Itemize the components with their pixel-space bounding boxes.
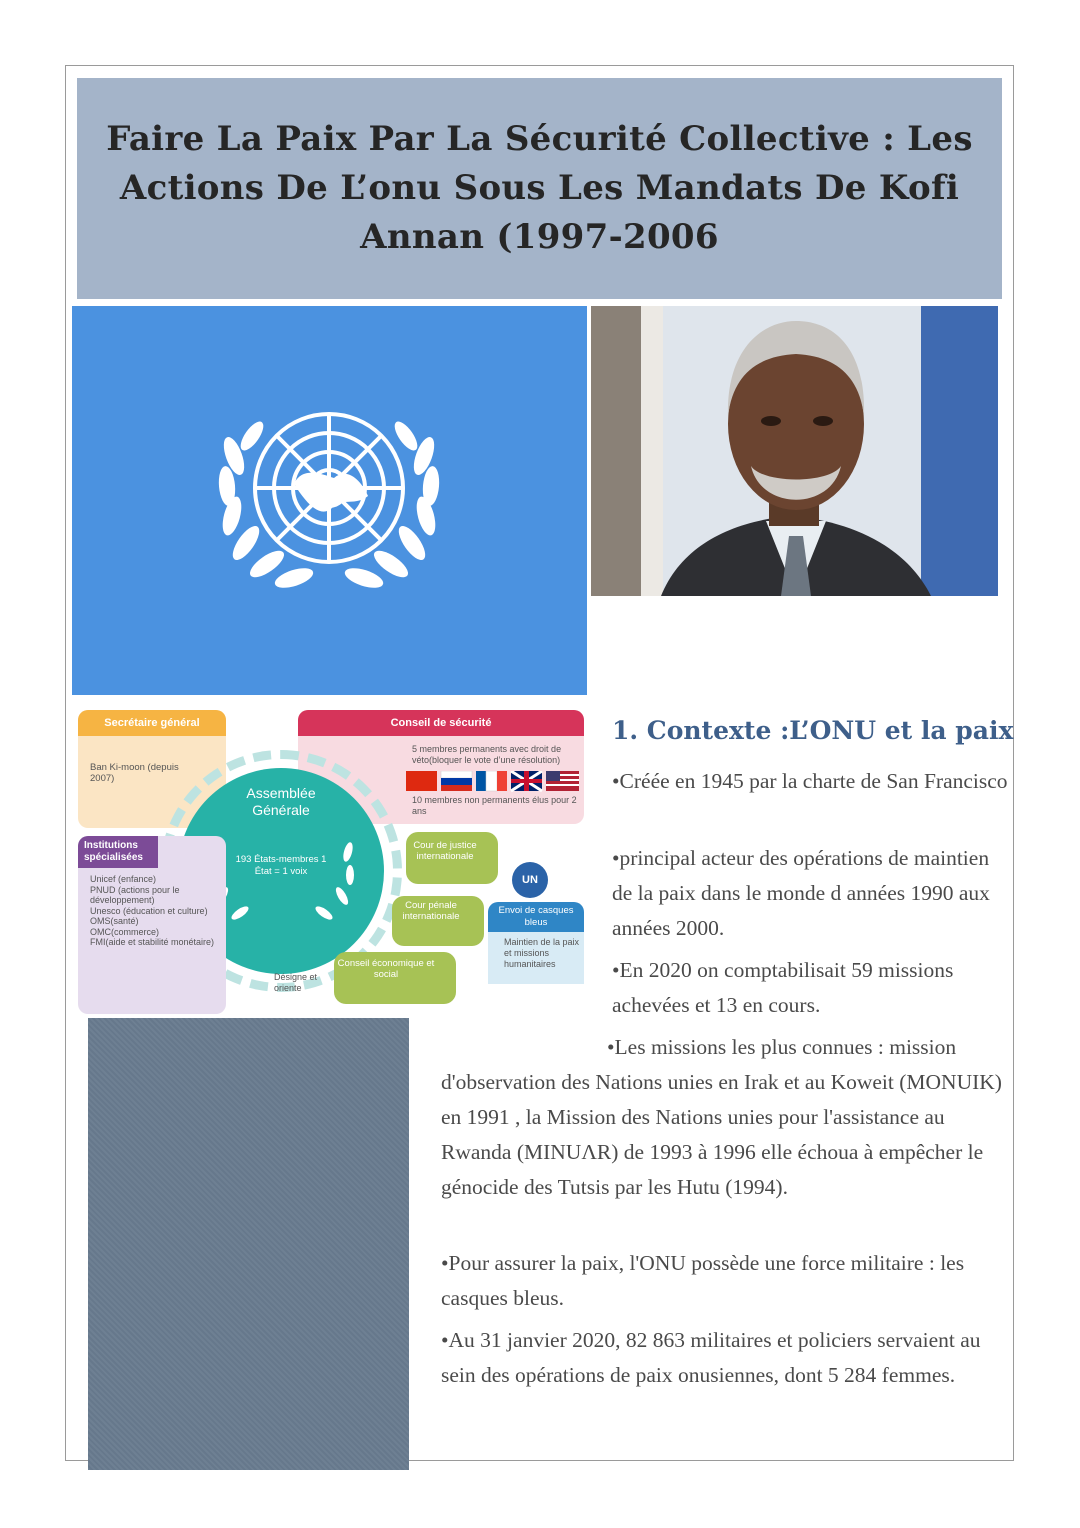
- paragraph-famous-missions: •Les missions les plus connues : mission d'observation des Nations unies en Irak et au Koweit (MONUIK) en 1991 , la Mission des Nations unies pour l'assistance au Rwanda (MINUΛR) de 1993 à 1996 elle échoua à empêcher le génocide des Tutsis par les Hutu (1994).: [441, 1035, 1002, 1199]
- institution-item: FMI(aide et stabilité monétaire): [90, 937, 215, 947]
- ecosoc-label: Conseil économique et social: [337, 958, 435, 980]
- paragraph-peacekeeping-role: •principal acteur des opérations de maintien de la paix dans le monde d années 1990 aux années 2000.: [612, 846, 990, 940]
- casques-body: Maintien de la paix et missions humanitaires: [488, 932, 584, 984]
- laurel-icon: [202, 830, 362, 930]
- kofi-annan-portrait: [591, 306, 998, 596]
- un-structure-diagram: [72, 700, 590, 1018]
- institution-item: OMS(santé): [90, 916, 139, 926]
- institutions-header: Institutions spécialisées: [78, 836, 158, 868]
- institution-item: PNUD (actions pour le développement): [90, 884, 180, 905]
- page-title: Faire La Paix Par La Sécurité Collective : Les Actions De L’onu Sous Les Mandats De Kofi Annan (1997-2006: [106, 119, 973, 257]
- paragraph-missions-count: •En 2020 on comptabilisait 59 missions achevées et 13 en cours.: [612, 958, 954, 1017]
- assembly-title: Assemblée Générale: [246, 785, 316, 818]
- un-emblem-icon: [72, 306, 587, 695]
- paragraph-personnel: •Au 31 janvier 2020, 82 863 militaires et policiers servaient au sein des opérations de paix onusiennes, dont 5 284 femmes.: [441, 1328, 981, 1387]
- member-flags: [406, 771, 580, 793]
- institutions-list: [90, 874, 216, 948]
- security-permanent-text: 5 membres permanents avec droit de véto(bloquer le vote d’une résolution): [412, 744, 562, 765]
- assembly-members: 193 États-membres 1 État = 1 voix: [235, 854, 327, 877]
- security-council-header: Conseil de sécurité: [298, 710, 584, 736]
- un-badge-icon: UN: [512, 862, 548, 898]
- title-banner: [77, 78, 1002, 299]
- casques-header: Envoi de casques bleus: [488, 902, 584, 932]
- secretary-text: Ban Ki-moon (depuis 2007): [90, 762, 179, 784]
- institution-item: Unicef (enfance): [90, 874, 157, 884]
- cpi-label: Cour pénale internationale: [402, 900, 460, 922]
- paragraph-founding: •Créée en 1945 par la charte de San Francisco: [612, 769, 1008, 793]
- cij-label: Cour de justice internationale: [413, 840, 477, 862]
- institution-item: Unesco (éducation et culture): [90, 905, 208, 916]
- grey-placeholder-box: [88, 1018, 409, 1470]
- paragraph-blue-helmets: •Pour assurer la paix, l'ONU possède une force militaire : les casques bleus.: [441, 1251, 965, 1310]
- secretary-header: Secrétaire général: [78, 710, 226, 736]
- un-flag-image: [72, 306, 587, 695]
- legend-text: Désigne et oriente: [274, 972, 318, 993]
- security-nonpermanent-text: 10 membres non permanents élus pour 2 ans: [412, 795, 577, 816]
- institution-item: OMC(commerce): [90, 926, 159, 937]
- section-title: 1. Contexte :L’ONU et la paix: [612, 716, 1014, 745]
